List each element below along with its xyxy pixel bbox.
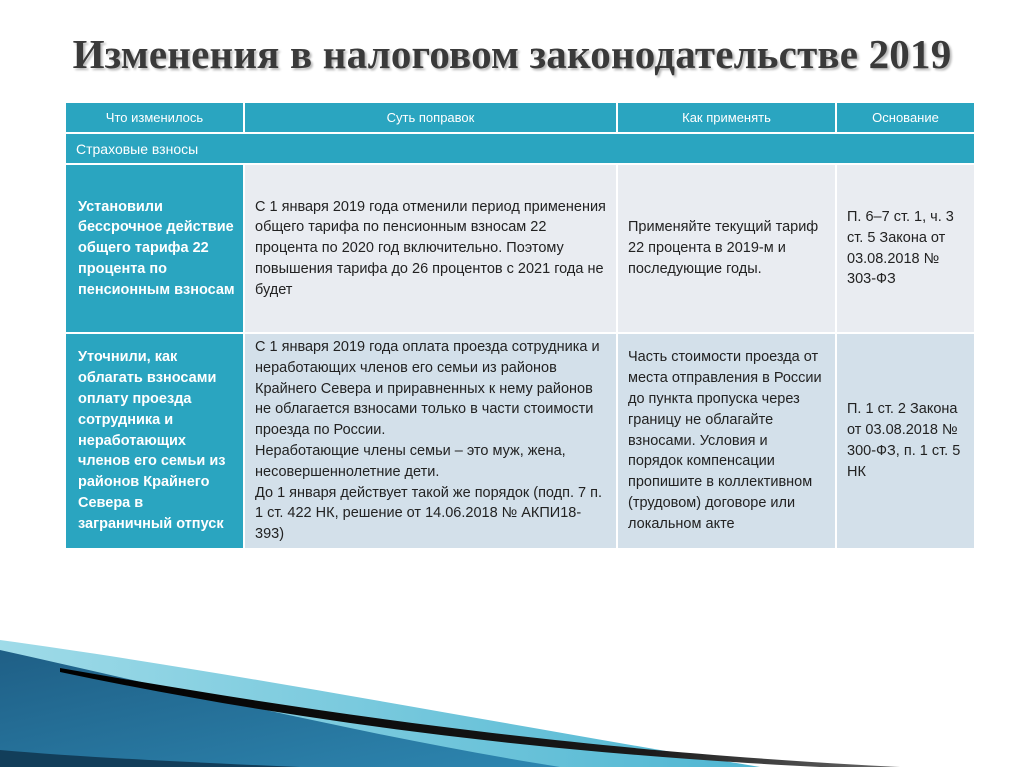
slide-title: Изменения в налоговом законодательстве 2019 [72,31,952,77]
decorative-swoosh [0,600,1024,767]
section-label: Страховые взносы [66,133,974,164]
table-row [66,333,974,548]
essence-paragraph: До 1 января действует такой же порядок (подп. 7 п. 1 ст. 422 НК, решение от 14.06.2018 № АКПИ18-393) [255,484,603,543]
header-basis: Основание [836,103,974,133]
cell-basis: П. 1 ст. 2 Закона от 03.08.2018 № 300-ФЗ, п. 1 ст. 5 НК [836,333,974,548]
header-what-changed: Что изменилось [66,103,244,133]
cell-what-changed: Установили бессрочное действие общего тарифа 22 процента по пенсионным взносам [66,164,244,333]
essence-paragraph: С 1 января 2019 года оплата проезда сотрудника и неработающих членов его семьи из районов Крайнего Севера и приравненных к нему районов не облагается взносами только в части стоимости проезда по России. [255,339,600,439]
essence-paragraph: Неработающие члены семьи – это муж, жена, несовершеннолетние дети. [255,443,566,480]
cell-essence [244,164,617,333]
essence-paragraph: С 1 января 2019 года отменили период применения общего тарифа по пенсионным взносам 22 процента по 2020 год включительно. Поэтому повышения тарифа до 26 процентов с 2021 года не будет [255,198,606,298]
header-essence: Суть поправок [244,103,617,133]
cell-how-to-apply: Применяйте текущий тариф 22 процента в 2019-м и последующие годы. [617,164,836,333]
table-row [66,164,974,333]
cell-basis: П. 6–7 ст. 1, ч. 3 ст. 5 Закона от 03.08.2018 № 303-ФЗ [836,164,974,333]
cell-what-changed: Уточнили, как облагать взносами оплату проезда сотрудника и неработающих членов его семьи из районов Крайнего Севера в заграничный отпуск [66,333,244,548]
cell-how-to-apply: Часть стоимости проезда от места отправления в России до пункта пропуска через границу не облагайте взносами. Условия и порядок компенсации пропишите в коллективном (трудовом) договоре или локальном акте [617,333,836,548]
tax-changes-table [66,103,974,548]
cell-essence [244,333,617,548]
section-row [66,133,974,164]
header-how-to-apply: Как применять [617,103,836,133]
table-header-row [66,103,974,133]
